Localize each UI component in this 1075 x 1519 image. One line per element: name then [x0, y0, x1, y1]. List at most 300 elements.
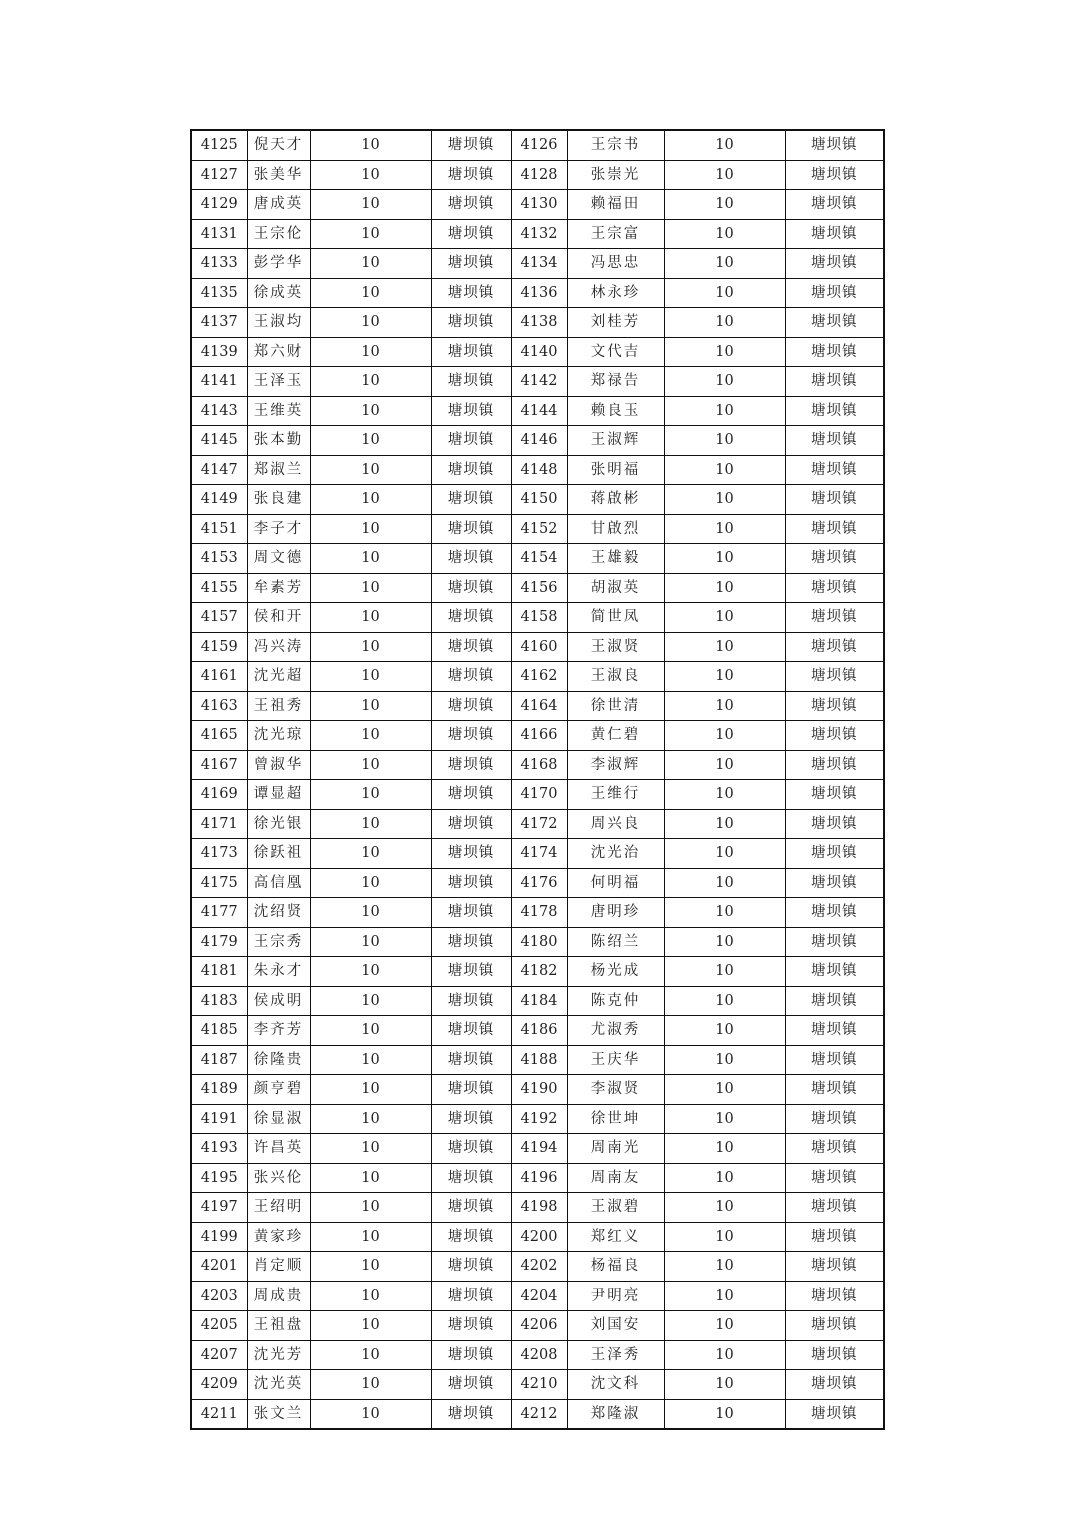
name-cell: 牟素芳 [247, 573, 310, 603]
amount-cell: 10 [664, 160, 785, 190]
amount-cell: 10 [664, 1075, 785, 1105]
name-cell: 唐明珍 [567, 898, 664, 928]
amount-cell: 10 [664, 662, 785, 692]
name-cell: 徐世清 [567, 691, 664, 721]
amount-cell: 10 [310, 396, 431, 426]
serial-number-cell: 4147 [191, 455, 247, 485]
serial-number-cell: 4175 [191, 868, 247, 898]
name-cell: 沈光琼 [247, 721, 310, 751]
table-row [191, 927, 884, 957]
amount-cell: 10 [310, 308, 431, 338]
town-cell: 塘坝镇 [785, 632, 884, 662]
serial-number-cell: 4202 [511, 1252, 567, 1282]
amount-cell: 10 [664, 1281, 785, 1311]
serial-number-cell: 4127 [191, 160, 247, 190]
table-row [191, 367, 884, 397]
table-row [191, 190, 884, 220]
table-row [191, 750, 884, 780]
name-cell: 张文兰 [247, 1399, 310, 1429]
name-cell: 沈光治 [567, 839, 664, 869]
town-cell: 塘坝镇 [785, 1016, 884, 1046]
serial-number-cell: 4129 [191, 190, 247, 220]
table-row [191, 839, 884, 869]
amount-cell: 10 [310, 1045, 431, 1075]
serial-number-cell: 4190 [511, 1075, 567, 1105]
serial-number-cell: 4207 [191, 1340, 247, 1370]
town-cell: 塘坝镇 [785, 1311, 884, 1341]
name-cell: 侯和开 [247, 603, 310, 633]
town-cell: 塘坝镇 [785, 1163, 884, 1193]
name-cell: 沈光芳 [247, 1340, 310, 1370]
table-row [191, 1340, 884, 1370]
register-table [190, 129, 885, 1430]
serial-number-cell: 4156 [511, 573, 567, 603]
amount-cell: 10 [664, 219, 785, 249]
table-row [191, 337, 884, 367]
name-cell: 刘国安 [567, 1311, 664, 1341]
serial-number-cell: 4137 [191, 308, 247, 338]
amount-cell: 10 [664, 927, 785, 957]
amount-cell: 10 [664, 367, 785, 397]
table-row [191, 455, 884, 485]
name-cell: 王淑均 [247, 308, 310, 338]
town-cell: 塘坝镇 [431, 514, 511, 544]
amount-cell: 10 [310, 1163, 431, 1193]
name-cell: 唐成英 [247, 190, 310, 220]
town-cell: 塘坝镇 [785, 249, 884, 279]
amount-cell: 10 [310, 1016, 431, 1046]
town-cell: 塘坝镇 [431, 249, 511, 279]
town-cell: 塘坝镇 [431, 485, 511, 515]
name-cell: 王宗书 [567, 130, 664, 160]
name-cell: 陈克仲 [567, 986, 664, 1016]
town-cell: 塘坝镇 [431, 426, 511, 456]
register-body [191, 130, 884, 1429]
name-cell: 李齐芳 [247, 1016, 310, 1046]
serial-number-cell: 4188 [511, 1045, 567, 1075]
amount-cell: 10 [310, 544, 431, 574]
name-cell: 徐世坤 [567, 1104, 664, 1134]
serial-number-cell: 4167 [191, 750, 247, 780]
name-cell: 张明福 [567, 455, 664, 485]
table-row [191, 1045, 884, 1075]
name-cell: 王淑贤 [567, 632, 664, 662]
town-cell: 塘坝镇 [785, 898, 884, 928]
amount-cell: 10 [310, 1252, 431, 1282]
amount-cell: 10 [310, 337, 431, 367]
town-cell: 塘坝镇 [785, 190, 884, 220]
name-cell: 王泽玉 [247, 367, 310, 397]
name-cell: 甘啟烈 [567, 514, 664, 544]
amount-cell: 10 [310, 190, 431, 220]
name-cell: 尹明亮 [567, 1281, 664, 1311]
name-cell: 张兴伦 [247, 1163, 310, 1193]
serial-number-cell: 4189 [191, 1075, 247, 1105]
amount-cell: 10 [664, 426, 785, 456]
town-cell: 塘坝镇 [431, 396, 511, 426]
name-cell: 徐成英 [247, 278, 310, 308]
amount-cell: 10 [310, 1193, 431, 1223]
amount-cell: 10 [310, 160, 431, 190]
amount-cell: 10 [310, 485, 431, 515]
table-row [191, 573, 884, 603]
serial-number-cell: 4163 [191, 691, 247, 721]
name-cell: 高信凰 [247, 868, 310, 898]
town-cell: 塘坝镇 [785, 957, 884, 987]
serial-number-cell: 4197 [191, 1193, 247, 1223]
town-cell: 塘坝镇 [431, 721, 511, 751]
amount-cell: 10 [310, 1370, 431, 1400]
table-row [191, 721, 884, 751]
town-cell: 塘坝镇 [785, 662, 884, 692]
table-row [191, 219, 884, 249]
serial-number-cell: 4170 [511, 780, 567, 810]
serial-number-cell: 4164 [511, 691, 567, 721]
amount-cell: 10 [310, 1340, 431, 1370]
town-cell: 塘坝镇 [785, 367, 884, 397]
town-cell: 塘坝镇 [431, 1222, 511, 1252]
name-cell: 郑六财 [247, 337, 310, 367]
name-cell: 刘桂芳 [567, 308, 664, 338]
name-cell: 沈光英 [247, 1370, 310, 1400]
amount-cell: 10 [664, 868, 785, 898]
town-cell: 塘坝镇 [431, 337, 511, 367]
name-cell: 王祖盘 [247, 1311, 310, 1341]
name-cell: 周南友 [567, 1163, 664, 1193]
serial-number-cell: 4176 [511, 868, 567, 898]
serial-number-cell: 4159 [191, 632, 247, 662]
town-cell: 塘坝镇 [785, 160, 884, 190]
town-cell: 塘坝镇 [785, 809, 884, 839]
amount-cell: 10 [310, 1104, 431, 1134]
serial-number-cell: 4206 [511, 1311, 567, 1341]
table-row [191, 1370, 884, 1400]
serial-number-cell: 4208 [511, 1340, 567, 1370]
name-cell: 赖良玉 [567, 396, 664, 426]
amount-cell: 10 [664, 455, 785, 485]
name-cell: 王淑碧 [567, 1193, 664, 1223]
name-cell: 王维英 [247, 396, 310, 426]
table-row [191, 662, 884, 692]
serial-number-cell: 4196 [511, 1163, 567, 1193]
town-cell: 塘坝镇 [785, 839, 884, 869]
table-row [191, 160, 884, 190]
amount-cell: 10 [664, 1311, 785, 1341]
serial-number-cell: 4198 [511, 1193, 567, 1223]
name-cell: 杨光成 [567, 957, 664, 987]
town-cell: 塘坝镇 [785, 1281, 884, 1311]
town-cell: 塘坝镇 [431, 868, 511, 898]
town-cell: 塘坝镇 [785, 544, 884, 574]
name-cell: 王庆华 [567, 1045, 664, 1075]
town-cell: 塘坝镇 [431, 219, 511, 249]
amount-cell: 10 [664, 1016, 785, 1046]
table-row [191, 957, 884, 987]
serial-number-cell: 4200 [511, 1222, 567, 1252]
name-cell: 王宗秀 [247, 927, 310, 957]
town-cell: 塘坝镇 [785, 1075, 884, 1105]
town-cell: 塘坝镇 [431, 1016, 511, 1046]
town-cell: 塘坝镇 [785, 868, 884, 898]
serial-number-cell: 4157 [191, 603, 247, 633]
town-cell: 塘坝镇 [431, 780, 511, 810]
town-cell: 塘坝镇 [785, 337, 884, 367]
town-cell: 塘坝镇 [785, 308, 884, 338]
town-cell: 塘坝镇 [431, 1311, 511, 1341]
amount-cell: 10 [664, 1252, 785, 1282]
serial-number-cell: 4178 [511, 898, 567, 928]
amount-cell: 10 [310, 1311, 431, 1341]
amount-cell: 10 [310, 957, 431, 987]
amount-cell: 10 [310, 573, 431, 603]
table-row [191, 632, 884, 662]
serial-number-cell: 4182 [511, 957, 567, 987]
amount-cell: 10 [664, 1163, 785, 1193]
amount-cell: 10 [664, 957, 785, 987]
serial-number-cell: 4177 [191, 898, 247, 928]
amount-cell: 10 [310, 1134, 431, 1164]
town-cell: 塘坝镇 [431, 278, 511, 308]
name-cell: 蒋啟彬 [567, 485, 664, 515]
town-cell: 塘坝镇 [785, 1045, 884, 1075]
name-cell: 徐隆贵 [247, 1045, 310, 1075]
amount-cell: 10 [664, 514, 785, 544]
name-cell: 王淑辉 [567, 426, 664, 456]
amount-cell: 10 [310, 367, 431, 397]
name-cell: 张崇光 [567, 160, 664, 190]
amount-cell: 10 [310, 130, 431, 160]
amount-cell: 10 [310, 1281, 431, 1311]
name-cell: 侯成明 [247, 986, 310, 1016]
town-cell: 塘坝镇 [431, 957, 511, 987]
town-cell: 塘坝镇 [785, 514, 884, 544]
serial-number-cell: 4166 [511, 721, 567, 751]
amount-cell: 10 [664, 1340, 785, 1370]
town-cell: 塘坝镇 [785, 485, 884, 515]
name-cell: 尤淑秀 [567, 1016, 664, 1046]
table-row [191, 426, 884, 456]
serial-number-cell: 4155 [191, 573, 247, 603]
name-cell: 徐显淑 [247, 1104, 310, 1134]
serial-number-cell: 4161 [191, 662, 247, 692]
serial-number-cell: 4194 [511, 1134, 567, 1164]
name-cell: 赖福田 [567, 190, 664, 220]
serial-number-cell: 4193 [191, 1134, 247, 1164]
serial-number-cell: 4186 [511, 1016, 567, 1046]
name-cell: 郑淑兰 [247, 455, 310, 485]
amount-cell: 10 [664, 249, 785, 279]
town-cell: 塘坝镇 [431, 1340, 511, 1370]
name-cell: 沈光超 [247, 662, 310, 692]
name-cell: 王宗伦 [247, 219, 310, 249]
table-row [191, 1311, 884, 1341]
amount-cell: 10 [310, 927, 431, 957]
amount-cell: 10 [664, 573, 785, 603]
name-cell: 徐光银 [247, 809, 310, 839]
amount-cell: 10 [310, 278, 431, 308]
town-cell: 塘坝镇 [431, 1134, 511, 1164]
serial-number-cell: 4130 [511, 190, 567, 220]
town-cell: 塘坝镇 [431, 130, 511, 160]
amount-cell: 10 [664, 839, 785, 869]
town-cell: 塘坝镇 [431, 898, 511, 928]
town-cell: 塘坝镇 [785, 1252, 884, 1282]
table-row [191, 1134, 884, 1164]
serial-number-cell: 4128 [511, 160, 567, 190]
amount-cell: 10 [664, 278, 785, 308]
table-row [191, 278, 884, 308]
serial-number-cell: 4133 [191, 249, 247, 279]
town-cell: 塘坝镇 [431, 1163, 511, 1193]
name-cell: 林永珍 [567, 278, 664, 308]
town-cell: 塘坝镇 [431, 632, 511, 662]
serial-number-cell: 4143 [191, 396, 247, 426]
town-cell: 塘坝镇 [431, 544, 511, 574]
town-cell: 塘坝镇 [785, 130, 884, 160]
amount-cell: 10 [310, 1399, 431, 1429]
town-cell: 塘坝镇 [785, 603, 884, 633]
serial-number-cell: 4179 [191, 927, 247, 957]
town-cell: 塘坝镇 [431, 839, 511, 869]
name-cell: 何明福 [567, 868, 664, 898]
name-cell: 王泽秀 [567, 1340, 664, 1370]
serial-number-cell: 4211 [191, 1399, 247, 1429]
name-cell: 王祖秀 [247, 691, 310, 721]
serial-number-cell: 4204 [511, 1281, 567, 1311]
amount-cell: 10 [664, 1134, 785, 1164]
amount-cell: 10 [664, 130, 785, 160]
amount-cell: 10 [310, 721, 431, 751]
name-cell: 简世凤 [567, 603, 664, 633]
town-cell: 塘坝镇 [785, 278, 884, 308]
table-row [191, 603, 884, 633]
town-cell: 塘坝镇 [431, 455, 511, 485]
town-cell: 塘坝镇 [785, 721, 884, 751]
town-cell: 塘坝镇 [785, 1134, 884, 1164]
serial-number-cell: 4148 [511, 455, 567, 485]
amount-cell: 10 [310, 1222, 431, 1252]
amount-cell: 10 [310, 809, 431, 839]
serial-number-cell: 4180 [511, 927, 567, 957]
table-row [191, 544, 884, 574]
name-cell: 李淑辉 [567, 750, 664, 780]
serial-number-cell: 4144 [511, 396, 567, 426]
name-cell: 朱永才 [247, 957, 310, 987]
table-row [191, 780, 884, 810]
amount-cell: 10 [310, 603, 431, 633]
name-cell: 谭显超 [247, 780, 310, 810]
name-cell: 沈文科 [567, 1370, 664, 1400]
serial-number-cell: 4150 [511, 485, 567, 515]
town-cell: 塘坝镇 [785, 573, 884, 603]
serial-number-cell: 4141 [191, 367, 247, 397]
name-cell: 李淑贤 [567, 1075, 664, 1105]
name-cell: 张本勤 [247, 426, 310, 456]
town-cell: 塘坝镇 [431, 691, 511, 721]
name-cell: 周成贵 [247, 1281, 310, 1311]
serial-number-cell: 4134 [511, 249, 567, 279]
town-cell: 塘坝镇 [785, 455, 884, 485]
serial-number-cell: 4160 [511, 632, 567, 662]
town-cell: 塘坝镇 [431, 1252, 511, 1282]
table-row [191, 1252, 884, 1282]
amount-cell: 10 [664, 485, 785, 515]
serial-number-cell: 4184 [511, 986, 567, 1016]
serial-number-cell: 4142 [511, 367, 567, 397]
serial-number-cell: 4183 [191, 986, 247, 1016]
town-cell: 塘坝镇 [785, 426, 884, 456]
name-cell: 黄家珍 [247, 1222, 310, 1252]
amount-cell: 10 [310, 986, 431, 1016]
town-cell: 塘坝镇 [785, 1340, 884, 1370]
serial-number-cell: 4205 [191, 1311, 247, 1341]
table-row [191, 809, 884, 839]
town-cell: 塘坝镇 [431, 662, 511, 692]
town-cell: 塘坝镇 [431, 927, 511, 957]
name-cell: 王绍明 [247, 1193, 310, 1223]
serial-number-cell: 4173 [191, 839, 247, 869]
serial-number-cell: 4145 [191, 426, 247, 456]
serial-number-cell: 4154 [511, 544, 567, 574]
serial-number-cell: 4151 [191, 514, 247, 544]
name-cell: 曾淑华 [247, 750, 310, 780]
amount-cell: 10 [310, 662, 431, 692]
amount-cell: 10 [310, 750, 431, 780]
serial-number-cell: 4187 [191, 1045, 247, 1075]
name-cell: 沈绍贤 [247, 898, 310, 928]
town-cell: 塘坝镇 [431, 573, 511, 603]
name-cell: 陈绍兰 [567, 927, 664, 957]
town-cell: 塘坝镇 [785, 780, 884, 810]
town-cell: 塘坝镇 [431, 1075, 511, 1105]
table-row [191, 1222, 884, 1252]
amount-cell: 10 [664, 898, 785, 928]
serial-number-cell: 4212 [511, 1399, 567, 1429]
table-row [191, 308, 884, 338]
serial-number-cell: 4149 [191, 485, 247, 515]
amount-cell: 10 [664, 544, 785, 574]
town-cell: 塘坝镇 [785, 1104, 884, 1134]
serial-number-cell: 4152 [511, 514, 567, 544]
town-cell: 塘坝镇 [785, 396, 884, 426]
serial-number-cell: 4171 [191, 809, 247, 839]
serial-number-cell: 4140 [511, 337, 567, 367]
amount-cell: 10 [664, 1222, 785, 1252]
name-cell: 王宗富 [567, 219, 664, 249]
amount-cell: 10 [310, 219, 431, 249]
amount-cell: 10 [664, 337, 785, 367]
name-cell: 黄仁碧 [567, 721, 664, 751]
table-row [191, 396, 884, 426]
serial-number-cell: 4203 [191, 1281, 247, 1311]
name-cell: 郑隆淑 [567, 1399, 664, 1429]
table-row [191, 485, 884, 515]
table-row [191, 1281, 884, 1311]
name-cell: 冯兴涛 [247, 632, 310, 662]
amount-cell: 10 [310, 691, 431, 721]
amount-cell: 10 [664, 1045, 785, 1075]
serial-number-cell: 4181 [191, 957, 247, 987]
amount-cell: 10 [664, 986, 785, 1016]
town-cell: 塘坝镇 [785, 750, 884, 780]
town-cell: 塘坝镇 [785, 1193, 884, 1223]
name-cell: 李子才 [247, 514, 310, 544]
name-cell: 颜亨碧 [247, 1075, 310, 1105]
table-row [191, 1016, 884, 1046]
serial-number-cell: 4139 [191, 337, 247, 367]
name-cell: 王维行 [567, 780, 664, 810]
amount-cell: 10 [664, 396, 785, 426]
